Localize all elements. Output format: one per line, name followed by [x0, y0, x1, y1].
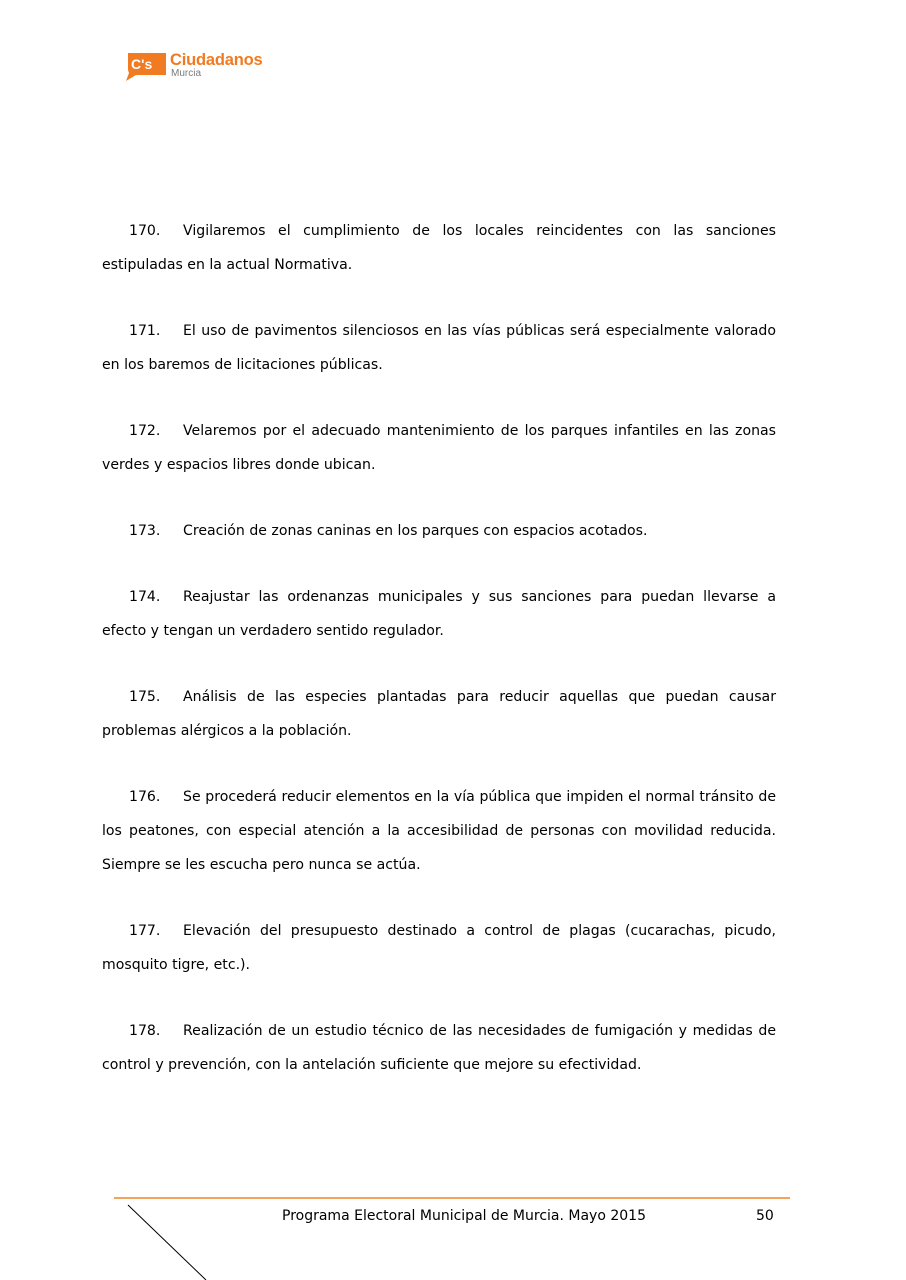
- logo-mark: C's: [131, 56, 153, 72]
- ciudadanos-logo: [124, 50, 274, 86]
- proposal-text: Análisis de las especies plantadas para reducir aquellas que puedan causar problemas alérgicos a la población.: [102, 689, 776, 739]
- proposal-text: Velaremos por el adecuado mantenimiento de los parques infantiles en las zonas verdes y espacios libres donde ubican.: [102, 423, 776, 473]
- proposal-number: 175.: [129, 689, 161, 705]
- footer-divider: [114, 1197, 790, 1199]
- proposal-number: 172.: [129, 423, 161, 439]
- proposal-item: [102, 214, 776, 282]
- proposal-number: 173.: [129, 523, 161, 539]
- proposal-text: Creación de zonas caninas en los parques con espacios acotados.: [183, 523, 648, 539]
- proposal-number: 176.: [129, 789, 161, 805]
- proposal-item: [102, 680, 776, 748]
- proposal-text: Elevación del presupuesto destinado a control de plagas (cucarachas, picudo, mosquito tigre, etc.).: [102, 923, 776, 973]
- proposal-text: El uso de pavimentos silenciosos en las vías públicas será especialmente valorado en los baremos de licitaciones públicas.: [102, 323, 776, 373]
- proposal-number: 174.: [129, 589, 161, 605]
- proposal-item: [102, 780, 776, 882]
- page-number: 50: [756, 1208, 774, 1224]
- logo-city: Murcia: [171, 68, 202, 79]
- proposal-number: 171.: [129, 323, 161, 339]
- proposal-number: 177.: [129, 923, 161, 939]
- cs-logo-icon: [124, 53, 166, 81]
- logo-name: Ciudadanos: [170, 51, 263, 69]
- proposal-item: [102, 1014, 776, 1082]
- proposal-item: [102, 514, 776, 548]
- decorative-diagonal-line: [126, 1204, 208, 1280]
- proposal-item: [102, 580, 776, 648]
- proposal-text: Realización de un estudio técnico de las necesidades de fumigación y medidas de control y prevención, con la antelación suficiente que mejore su efectividad.: [102, 1023, 776, 1073]
- proposal-item: [102, 414, 776, 482]
- footer-text: Programa Electoral Municipal de Murcia. Mayo 2015: [282, 1208, 646, 1224]
- proposal-text: Se procederá reducir elementos en la vía pública que impiden el normal tránsito de los peatones, con especial atención a la accesibilidad de personas con movilidad reducida. Siempre se les escucha pero nunca se actúa.: [102, 789, 776, 873]
- proposal-item: [102, 914, 776, 982]
- proposal-number: 178.: [129, 1023, 161, 1039]
- proposal-text: Vigilaremos el cumplimiento de los locales reincidentes con las sanciones estipuladas en la actual Normativa.: [102, 223, 776, 273]
- proposal-list: [102, 214, 776, 1114]
- proposal-number: 170.: [129, 223, 161, 239]
- proposal-text: Reajustar las ordenanzas municipales y sus sanciones para puedan llevarse a efecto y tengan un verdadero sentido regulador.: [102, 589, 776, 639]
- proposal-item: [102, 314, 776, 382]
